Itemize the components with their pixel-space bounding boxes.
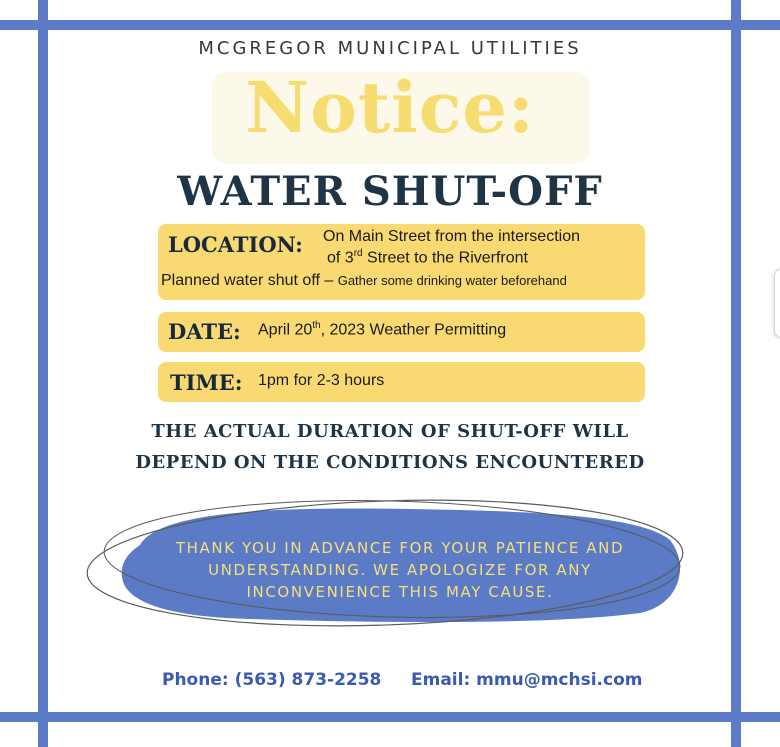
location-line-1: On Main Street from the intersection	[323, 228, 580, 245]
frame-stripe-top	[0, 20, 780, 30]
phone-number: Phone: (563) 873-2258	[162, 670, 382, 690]
warning-line-1: THE ACTUAL DURATION OF SHUT-OFF WILL	[151, 421, 629, 442]
side-scroll-tab[interactable]	[774, 268, 780, 338]
page-title: WATER SHUT-OFF	[177, 168, 603, 215]
date-label: DATE:	[168, 319, 241, 344]
warning-line-2: DEPEND ON THE CONDITIONS ENCOUNTERED	[135, 452, 645, 473]
location-line-2: of 3rd Street to the Riverfront	[327, 248, 528, 267]
email-address: Email: mmu@mchsi.com	[411, 670, 643, 690]
frame-stripe-bottom	[0, 712, 780, 722]
organization-name: MCGREGOR MUNICIPAL UTILITIES	[198, 38, 582, 59]
location-line-3: Planned water shut off – Gather some drinking water beforehand	[161, 272, 567, 289]
date-value: April 20th, 2023 Weather Permitting	[258, 320, 507, 339]
notice-heading: Notice:	[245, 66, 535, 149]
thanks-message: THANK YOU IN ADVANCE FOR YOUR PATIENCE AND UNDERSTANDING. WE APOLOGIZE FOR ANY INCONVENIENCE THIS MAY CAUSE.	[175, 539, 625, 601]
location-label: LOCATION:	[168, 232, 303, 257]
time-value: 1pm for 2-3 hours	[258, 372, 385, 389]
time-label: TIME:	[170, 370, 243, 395]
